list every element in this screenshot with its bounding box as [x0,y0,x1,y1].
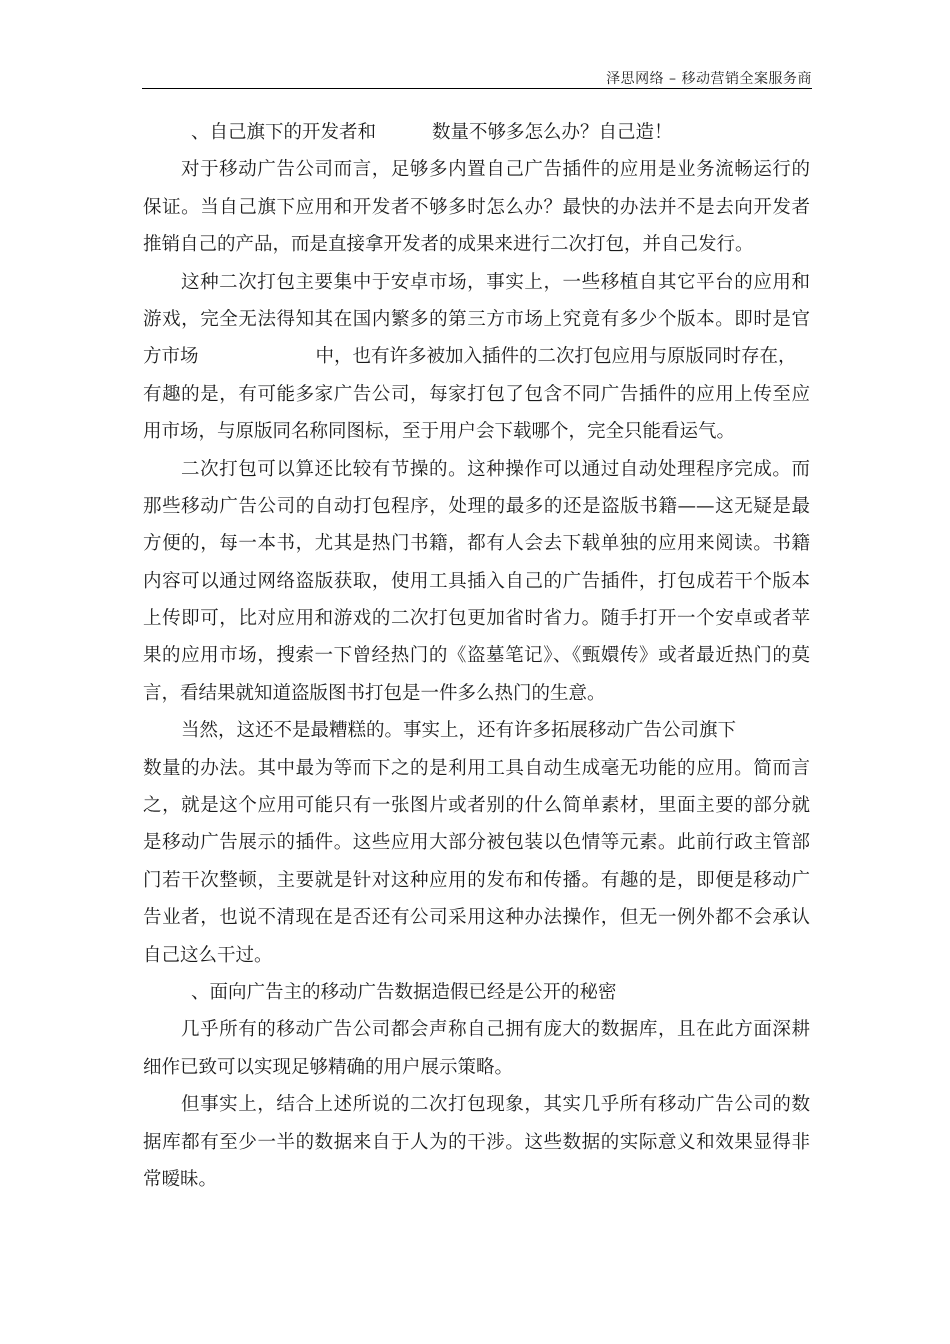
paragraph-3-line: 方便的，每一本书，尤其是热门书籍，都有人会去下载单独的应用来阅读。书籍 [143,533,810,555]
paragraph-2-line: 游戏，完全无法得知其在国内繁多的第三方市场上究竟有多少个版本。即时是官 [143,308,810,330]
paragraph-5-line: 细作已致可以实现足够精确的用户展示策略。 [143,1056,514,1078]
header-text: 泽思网络 – 移动营销全案服务商 [606,71,812,87]
paragraph-2-line: 有趣的是，有可能多家广告公司，每家打包了包含不同广告插件的应用上传至应 [143,383,810,405]
section-heading-1 [143,114,810,151]
paragraph-3-line: 那些移动广告公司的自动打包程序，处理的最多的还是盗版书籍——这无疑是最 [143,495,810,517]
paragraph-3-line: 上传即可，比对应用和游戏的二次打包更加省时省力。随手打开一个安卓或者苹 [143,608,810,630]
paragraph-1-line: 保证。当自己旗下应用和开发者不够多时怎么办？最快的办法并不是去向开发者 [143,196,810,218]
heading-1-part1: 、自己旗下的开发者和 [191,122,377,143]
paragraph-4-line: 当然，这还不是最糟糕的。事实上，还有许多拓展移动广告公司旗下 [181,720,737,742]
paragraph-6-line: 但事实上，结合上述所说的二次打包现象，其实几乎所有移动广告公司的数 [181,1094,810,1116]
paragraph-4-line: 数量的办法。其中最为等而下之的是利用工具自动生成毫无功能的应用。简而言 [143,757,810,779]
page-header [142,68,812,89]
paragraph-3-line: 内容可以通过网络盗版获取，使用工具插入自己的广告插件，打包成若干个版本 [143,570,810,592]
paragraph-3-line: 言，看结果就知道盗版图书打包是一件多么热门的生意。 [143,682,606,704]
paragraph-2-line [143,338,810,375]
paragraph-2-line: 用市场，与原版同名称同图标，至于用户会下载哪个，完全只能看运气。 [143,421,736,443]
document-body [143,114,810,1198]
paragraph-4-line: 之，就是这个应用可能只有一张图片或者别的什么简单素材，里面主要的部分就 [143,795,810,817]
paragraph-2-line: 这种二次打包主要集中于安卓市场，事实上，一些移植自其它平台的应用和 [181,271,810,293]
paragraph-4-line: 门若干次整顿，主要就是针对这种应用的发布和传播。有趣的是，即便是移动广 [143,869,810,891]
paragraph-2-fragment: 方市场 [143,346,199,368]
paragraph-5-line: 几乎所有的移动广告公司都会声称自己拥有庞大的数据库，且在此方面深耕 [181,1019,810,1041]
paragraph-3-line: 果的应用市场，搜索一下曾经热门的《盗墓笔记》、《甄嬛传》或者最近热门的莫 [143,645,810,667]
paragraph-4-line: 告业者，也说不清现在是否还有公司采用这种办法操作，但无一例外都不会承认 [143,907,810,929]
heading-1-part2: 数量不够多怎么办？自己造！ [432,122,673,143]
paragraph-4-line: 是移动广告展示的插件。这些应用大部分被包装以色情等元素。此前行政主管部 [143,832,810,854]
paragraph-2-fragment: 中，也有许多被加入插件的二次打包应用与原版同时存在， [315,346,797,368]
section-heading-2: 、面向广告主的移动广告数据造假已经是公开的秘密 [191,981,617,1003]
paragraph-3-line: 二次打包可以算还比较有节操的。这种操作可以通过自动处理程序完成。而 [181,458,810,480]
paragraph-1-line: 推销自己的产品，而是直接拿开发者的成果来进行二次打包，并自己发行。 [143,234,754,256]
paragraph-6-line: 据库都有至少一半的数据来自于人为的干涉。这些数据的实际意义和效果显得非 [143,1131,810,1153]
paragraph-4-line: 自己这么干过。 [143,944,273,966]
paragraph-1-line: 对于移动广告公司而言，足够多内置自己广告插件的应用是业务流畅运行的 [181,159,810,181]
paragraph-6-line: 常暧昧。 [143,1168,218,1190]
